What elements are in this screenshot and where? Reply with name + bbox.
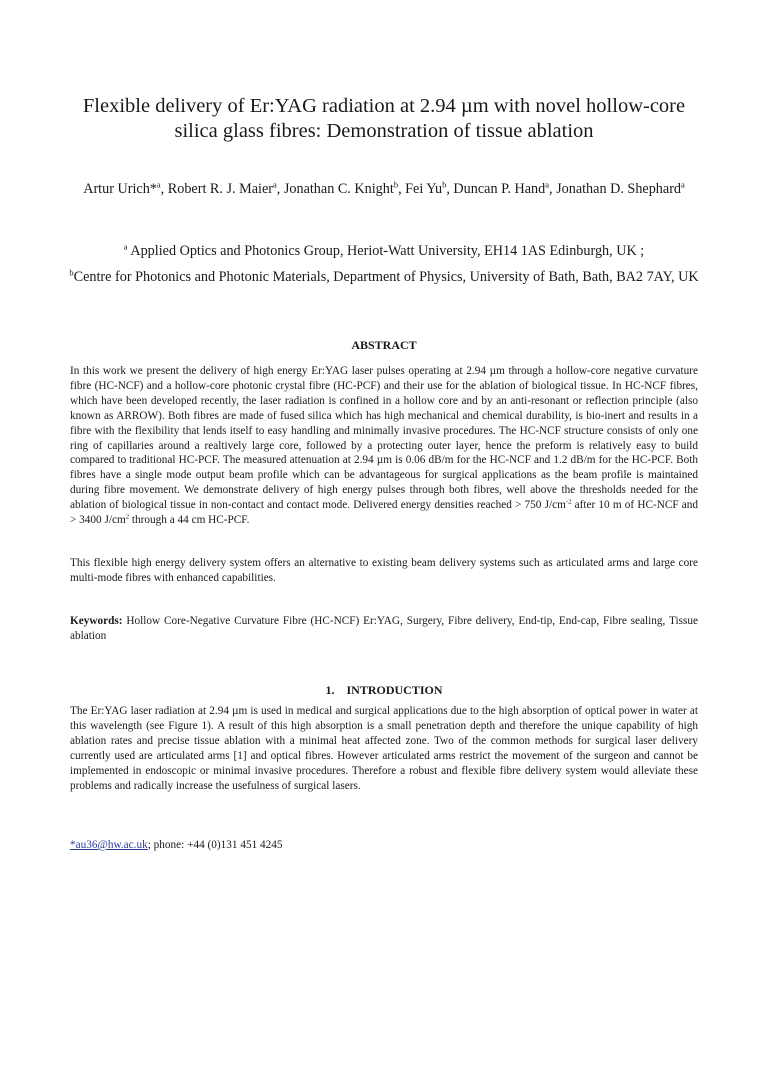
affiliation-b: $^b$Centre for Photonics and Photonic Materials, Department of Physics, University of Bath, Bath, BA2 7AY, UK	[69, 267, 699, 285]
author-list: Artur Urich*$^a$, Robert R. J. Maier$^a$, Jonathan C. Knight$^b$, Fei Yu$^b$, Duncan P. Hand$^a$, Jonathan D. Shephard$^a$	[83, 179, 685, 197]
title-line-1: Flexible delivery of Er:YAG radiation at 2.94 µm with novel hollow-core	[82, 95, 686, 117]
contact-footnote	[70, 838, 283, 852]
introduction-heading: 1. INTRODUCTION	[325, 683, 443, 697]
abstract-paragraph-2: This flexible high energy delivery system offers an alternative to existing beam delivery systems such as articulated arms and large core multi-mode fibres with enhanced capabilities.	[70, 557, 698, 584]
author: Robert R. J. Maier$^a$	[167, 179, 277, 197]
abstract-paragraph-1: In this work we present the delivery of high energy Er:YAG laser pulses operating at 2.94 µm through a hollow-core negative curvature fibre (HC-NCF) and a hollow-core photonic crystal fibre (HC-PCF) and their use for the ablation of biological tissue. In HC-NCF fibres, which have been developed recently, the laser radiation is confined in a hollow core and by an anti-resonant or reflection principle (also known as ARROW). Both fibres are made of fused silica which has high mechanical and chemical durability, is bio-inert and results in a fibre with the flexibility that lends itself to easy handling and minimally invasive procedures. The HC-NCF structure consists of only one ring of capillaries around a realtively large core, followed by a protecting outer layer, hence the preform is relatively easy to build compared to traditional HC-PCF. The measured attenuation at 2.94 µm is 0.06 dB/m for the HC-NCF and 1.2 dB/m for the HC-PCF. Both fibres have a single mode output beam profile which can be advantageous for surgical applications as the beam profile is maintained during fibre movement. We demonstrate delivery of high energy pulses through both fibres, well above the thresholds needed for the ablation of biological tissue in non-contact and contact mode. Delivered energy densities reached > 750 $J/cm^{-2}$ after 10 m of HC-NCF and > 3400 $J/cm^2$ through a 44 cm HC-PCF.	[70, 365, 698, 527]
keywords-text: Hollow Core-Negative Curvature Fibre (HC-NCF) Er:YAG, Surgery, Fibre delivery, End-tip, End-cap, Fibre sealing, Tissue ablation	[70, 615, 698, 642]
paper-title	[60, 94, 708, 144]
author: Artur Urich*$^a$	[83, 179, 161, 197]
abstract-heading: ABSTRACT	[351, 338, 417, 352]
email-link[interactable]: *au36@hw.ac.uk	[70, 839, 148, 851]
phone-text: ; phone: +44 (0)131 451 4245	[147, 839, 283, 851]
author: Fei Yu$^b$	[405, 179, 447, 197]
author: Jonathan C. Knight$^b$	[283, 179, 399, 197]
keywords	[70, 614, 698, 644]
keywords-label: Keywords:	[70, 615, 123, 627]
affiliation-mark: a	[123, 241, 128, 252]
introduction-paragraph: The Er:YAG laser radiation at 2.94 µm is used in medical and surgical applications due to the high absorption of optical power in water at this wavelength (see Figure 1). A result of this high absorption is a small penetration depth and therefore the unique capability of high ablation rates and precise tissue ablation with a minimal heat affected zone. Two of the common methods for surgical laser delivery currently used are articulated arms [1] and optical fibres. However articulated arms restrict the movement of the surgeon and cannot be implemented in endoscopic or minimal invasive procedures. Therefore a robust and flexible fibre delivery system would alleviate these problems and radically increase the usefulness of surgical lasers.	[70, 705, 698, 792]
affiliation-a: $^a$ Applied Optics and Photonics Group, Heriot-Watt University, EH14 1AS Edinburgh, UK ;	[123, 241, 645, 259]
author: Jonathan D. Shephard$^a$	[556, 179, 685, 197]
affiliation-mark: b	[69, 267, 74, 278]
title-line-2: silica glass fibres: Demonstration of tissue ablation	[174, 120, 594, 142]
author: Duncan P. Hand$^a$	[453, 179, 550, 197]
